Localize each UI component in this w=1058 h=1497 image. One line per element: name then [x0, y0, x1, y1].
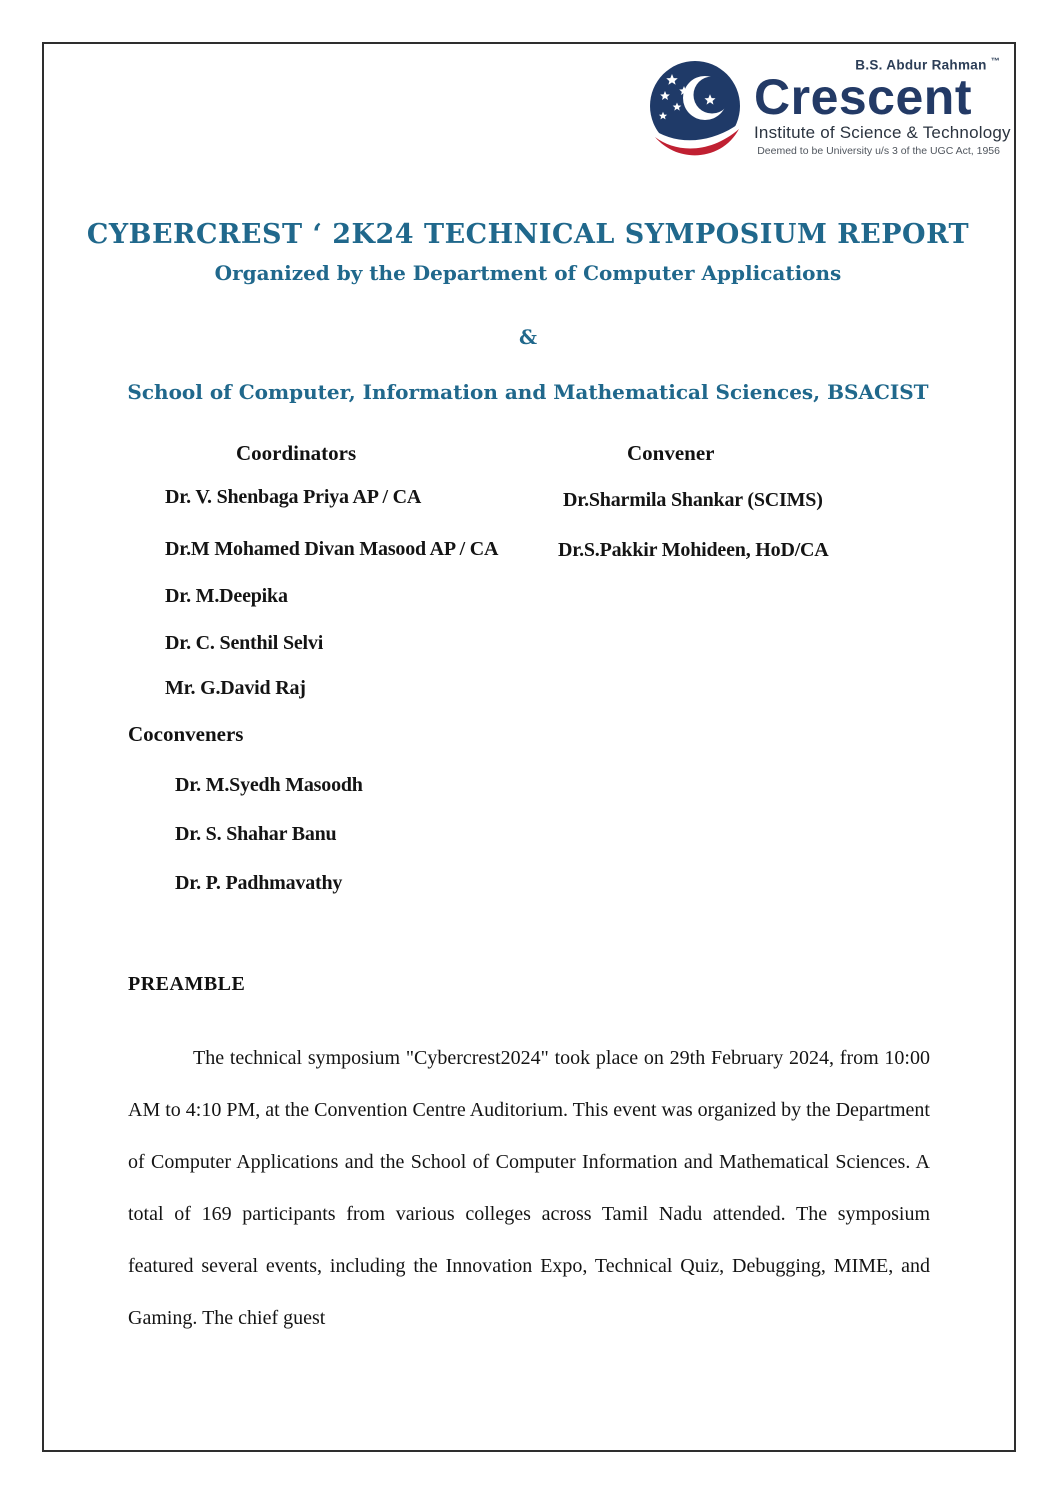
- convener-name: Dr.S.Pakkir Mohideen, HoD/CA: [558, 539, 829, 561]
- coordinator-name: Dr. V. Shenbaga Priya AP / CA: [165, 486, 422, 508]
- crescent-logo: [648, 56, 1011, 165]
- convener-heading: Convener: [627, 441, 715, 465]
- coconvener-name: Dr. P. Padhmavathy: [175, 872, 343, 894]
- convener-name: Dr.Sharmila Shankar (SCIMS): [563, 489, 823, 511]
- document-title: CYBERCREST ‘ 2K24 TECHNICAL SYMPOSIUM REPORT: [86, 219, 970, 250]
- coordinator-name: Dr.M Mohamed Divan Masood AP / CA: [165, 538, 499, 560]
- organized-by-line: Organized by the Department of Computer Applications: [214, 261, 842, 285]
- coordinators-heading: Coordinators: [236, 441, 357, 465]
- school-line: School of Computer, Information and Mathematical Sciences, BSACIST: [127, 380, 929, 404]
- coconveners-heading: Coconveners: [128, 722, 244, 746]
- coordinator-name: Dr. C. Senthil Selvi: [165, 632, 324, 654]
- logo-deemed-line: Deemed to be University u/s 3 of the UGC Act, 1956: [757, 145, 1000, 157]
- ampersand-line: &: [518, 325, 538, 349]
- crescent-emblem-icon: [648, 60, 748, 165]
- tm-symbol: ™: [990, 56, 1000, 66]
- coordinator-name: Dr. M.Deepika: [165, 585, 288, 607]
- logo-brand-name: Crescent: [754, 68, 972, 125]
- coordinator-name: Mr. G.David Raj: [165, 677, 306, 699]
- preamble-paragraph: The technical symposium "Cybercrest2024" took place on 29th February 2024, from 10:00 AM to 4:10 PM, at the Convention Centre Auditorium. This event was organized by the Department of Computer Applications and the School of Computer Information and Mathematical Sciences. A total of 169 participants from various colleges across Tamil Nadu attended. The symposium featured several events, including the Innovation Expo, Technical Quiz, Debugging, MIME, and Gaming. The chief guest: [128, 1047, 930, 1329]
- coconvener-name: Dr. M.Syedh Masoodh: [175, 774, 363, 796]
- logo-institute-line: Institute of Science & Technology: [754, 123, 1011, 142]
- preamble-heading: PREAMBLE: [128, 973, 246, 995]
- logo-trademark-text: B.S. Abdur Rahman: [855, 57, 987, 73]
- coconvener-name: Dr. S. Shahar Banu: [175, 823, 337, 845]
